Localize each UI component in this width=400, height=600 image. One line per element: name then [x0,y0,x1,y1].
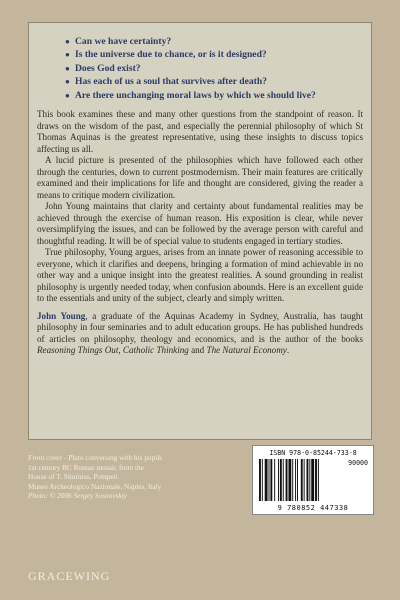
question-item: ● Are there unchanging moral laws by which we should live? [65,89,316,101]
bullet-icon: ● [65,77,70,87]
blurb-paragraph: This book examines these and many other questions from the standpoint of reason. It draws on the wisdom of the past, and especially the perennial philosophy of which St Thomas Aquinas is the greatest representative, using these insights to discuss topics affecting us all. [37,109,363,154]
question-list [65,35,365,102]
isbn-label: ISBN 978-0-85244-733-8 [269,449,357,457]
blurb-body [37,109,363,357]
cover-credit [28,453,238,501]
question-item: ● Does God exist? [65,62,141,74]
question-item: ● Has each of us a soul that survives after death? [65,76,267,88]
book-title: Catholic Thinking [122,345,189,355]
bullet-icon: ● [65,50,70,60]
barcode-icon [259,459,337,501]
credit-line: Front cover - Plato conversing with his pupils [28,453,163,462]
price-code: 90000 [348,459,368,467]
question-item: ● Is the universe due to chance, or is it designed? [65,49,267,61]
isbn-barcode [252,445,374,515]
credit-line: Photo: © 2006 Sergey Sosnovskiy [28,491,127,501]
blurb-paragraph: John Young maintains that clarity and certainty about fundamental realities may be achieved through the exercise of human reason. His exposition is clear, while never oversimplifying the issues, and can be followed by the average person with careful and thoughtful reading. It will be of special value to students engaged in tertiary studies. [37,201,363,246]
blurb-paragraph: True philosophy, Young argues, arises from an innate power of reasoning accessible to everyone, which it clarifies and deepens, bringing a formation of mind achievable in no other way and a unique insight into the greatest realities. A sound grounding in realist philosophy is urgently needed today, when confusion abounds. Here is an excellent guide to the essentials and unity of the subject, clearly and simply written. [37,247,363,303]
back-cover-text-panel [28,22,372,440]
question-item: ● Can we have certainty? [65,36,172,47]
bullet-icon: ● [65,63,70,73]
credit-line: House of T. Siminius, Pompeii. [28,472,120,482]
book-title: Reasoning Things Out [37,345,119,355]
author-bio: John Young, a graduate of the Aquinas Academy in Sydney, Australia, has taught philosophy in four seminaries and to adult education groups. He has published hundreds of articles on philosophy, theology and economics, and is the author of the books Reasoning Things Out, Catholic Thinking and The Natural Economy. [37,310,364,355]
bullet-icon: ● [65,90,70,100]
credit-line: 1st century BC Roman mosaic from the [28,462,144,472]
blurb-paragraph: A lucid picture is presented of the philosophies which have followed each other through the centuries, down to current postmodernism. Their main features are critically examined and their implications for life and thought are considered, giving the reader a means to critique modern civilization. [37,155,363,200]
bullet-icon: ● [65,37,70,46]
author-name: John Young [37,310,86,321]
credit-line: Museo Archeologico Nazionale, Naples, Italy [28,481,162,491]
barcode-number: 9 780852 447338 [277,504,349,512]
book-title: The Natural Economy [206,345,287,355]
publisher-logo: GRACEWING [28,569,111,583]
